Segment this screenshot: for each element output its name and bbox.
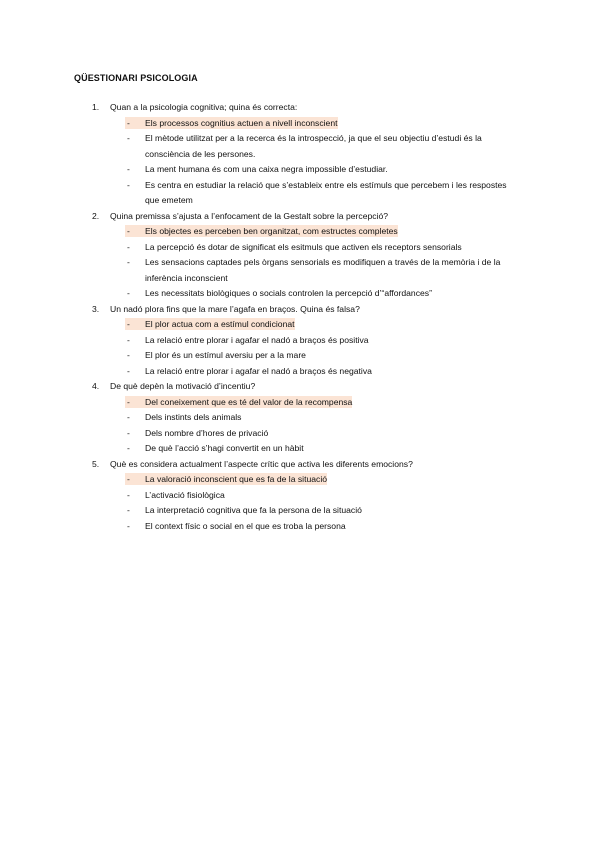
- answer-option: [0, 348, 600, 364]
- answer-option: [0, 364, 600, 380]
- answer-option: [0, 131, 600, 162]
- question-number: 1.: [92, 102, 100, 112]
- question-item: [0, 302, 600, 380]
- answer-option: [0, 519, 600, 535]
- answer-text: El mètode utilitzat per a la recerca és la introspecció, ja que el seu objectiu d’estudi és la consciència de les persones.: [145, 133, 482, 159]
- answer-text: El plor és un estímul aversiu per a la mare: [145, 350, 306, 360]
- question-row: [0, 302, 600, 318]
- question-item: [0, 209, 600, 302]
- dash-bullet: -: [127, 350, 130, 360]
- question-item: [0, 379, 600, 457]
- answer-text: La valoració inconscient que es fa de la situació: [125, 473, 327, 485]
- question-item: [0, 100, 600, 209]
- answer-option: [0, 503, 600, 519]
- dash-bullet: -: [127, 257, 130, 267]
- dash-bullet: -: [127, 226, 130, 236]
- answer-text: La relació entre plorar i agafar el nadó a braços és positiva: [145, 334, 369, 345]
- answer-text: L’activació fisiològica: [145, 489, 225, 500]
- answer-text: De què l’acció s’hagi convertit en un hàbit: [145, 443, 304, 453]
- dash-bullet: -: [127, 412, 130, 422]
- dash-bullet: -: [127, 489, 130, 500]
- answer-text: Els processos cognitius actuen a nivell inconscient: [125, 117, 338, 129]
- question-list: [0, 100, 600, 534]
- dash-bullet: -: [127, 133, 130, 143]
- dash-bullet: -: [127, 288, 130, 298]
- answer-option: [0, 286, 600, 302]
- dash-bullet: -: [127, 427, 130, 438]
- answer-text: Del coneixement que es té del valor de la recompensa: [125, 396, 352, 408]
- dash-bullet: -: [127, 474, 130, 484]
- question-text: Què es considera actualment l’aspecte crític que activa les diferents emocions?: [110, 458, 413, 469]
- answer-text: La ment humana és com una caixa negra impossible d’estudiar.: [145, 164, 388, 174]
- question-row: [0, 100, 600, 116]
- dash-bullet: -: [127, 179, 130, 190]
- question-text: Un nadó plora fins que la mare l’agafa en braços. Quina és falsa?: [110, 303, 360, 314]
- document-title: QÜESTIONARI PSICOLOGIA: [74, 73, 198, 83]
- answer-option: [0, 441, 600, 457]
- answer-option: [0, 178, 600, 209]
- question-row: [0, 379, 600, 395]
- dash-bullet: -: [127, 241, 130, 252]
- answer-option-highlighted: [0, 472, 600, 488]
- dash-bullet: -: [127, 164, 130, 174]
- answer-text: Dels nombre d’hores de privació: [145, 427, 269, 438]
- answer-option: [0, 255, 600, 286]
- question-number: 2.: [92, 210, 100, 221]
- dash-bullet: -: [127, 365, 130, 376]
- answer-option: [0, 410, 600, 426]
- answer-option-highlighted: [0, 317, 600, 333]
- question-text: Quan a la psicologia cognitiva; quina és correcta:: [110, 102, 298, 112]
- dash-bullet: -: [127, 117, 130, 128]
- answer-list: [0, 395, 600, 457]
- dash-bullet: -: [127, 520, 130, 531]
- answer-option: [0, 240, 600, 256]
- answer-list: [0, 224, 600, 302]
- answer-option-highlighted: [0, 224, 600, 240]
- answer-list: [0, 472, 600, 534]
- answer-text: La relació entre plorar i agafar el nadó a braços és negativa: [145, 365, 372, 376]
- question-row: [0, 457, 600, 473]
- answer-option: [0, 162, 600, 178]
- answer-option-highlighted: [0, 395, 600, 411]
- answer-list: [0, 116, 600, 209]
- question-number: 5.: [92, 458, 100, 469]
- question-number: 3.: [92, 303, 100, 314]
- question-row: [0, 209, 600, 225]
- question-item: [0, 457, 600, 535]
- question-text: De què depèn la motivació d’incentiu?: [110, 381, 256, 391]
- answer-text: Les necessitats biològiques o socials controlen la percepció d’“affordances”: [145, 288, 432, 298]
- dash-bullet: -: [127, 334, 130, 345]
- answer-text: Dels instints dels animals: [145, 412, 242, 422]
- dash-bullet: -: [127, 319, 130, 329]
- question-text: Quina premissa s’ajusta a l’enfocament de la Gestalt sobre la percepció?: [110, 210, 389, 221]
- answer-option: [0, 333, 600, 349]
- answer-list: [0, 317, 600, 379]
- answer-text: El plor actua com a estímul condicionat: [125, 318, 295, 330]
- dash-bullet: -: [127, 443, 130, 453]
- answer-option: [0, 488, 600, 504]
- dash-bullet: -: [127, 505, 130, 515]
- answer-text: Les sensacions captades pels òrgans sensorials es modifiquen a través de la memòria i de la inferència inconscient: [145, 257, 501, 283]
- answer-text: Es centra en estudiar la relació que s’estableix entre els estímuls que percebem i les respostes que emetem: [145, 179, 507, 205]
- answer-text: La percepció és dotar de significat els esitmuls que activen els receptors sensorials: [145, 241, 462, 252]
- answer-text: El context físic o social en el que es troba la persona: [145, 520, 346, 531]
- question-number: 4.: [92, 381, 100, 391]
- answer-text: La interpretació cognitiva que fa la persona de la situació: [145, 505, 362, 515]
- answer-option-highlighted: [0, 116, 600, 132]
- answer-text: Els objectes es perceben ben organitzat, com estructes completes: [125, 225, 398, 237]
- dash-bullet: -: [127, 396, 130, 407]
- answer-option: [0, 426, 600, 442]
